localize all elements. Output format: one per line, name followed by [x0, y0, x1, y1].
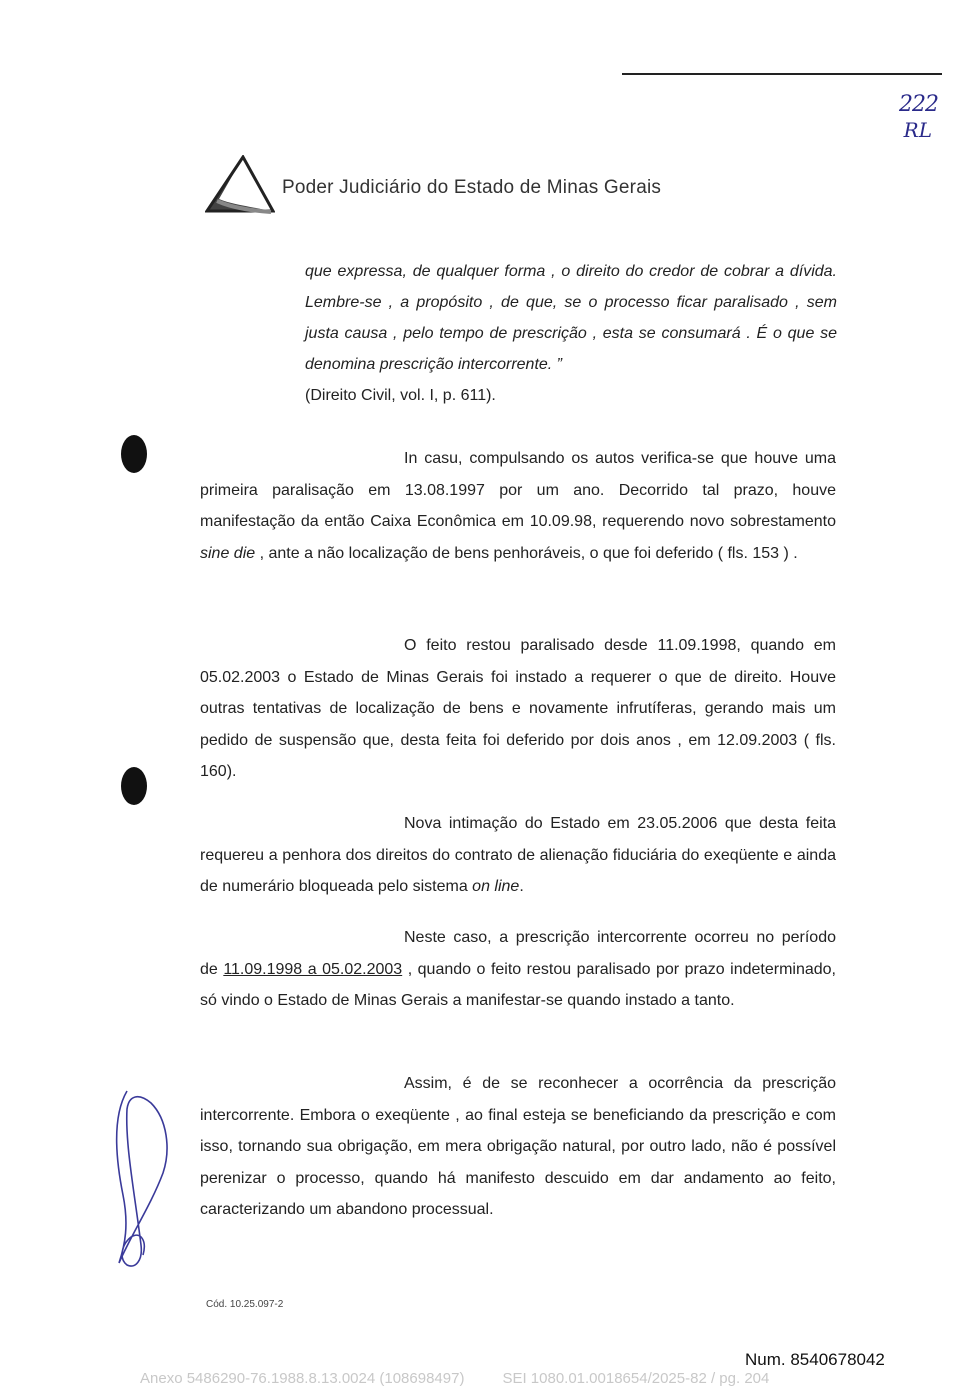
court-name: Poder Judiciário do Estado de Minas Gerais [282, 177, 662, 198]
paragraph-text: Neste caso, a prescrição intercorrente ocorreu no período de [200, 929, 836, 978]
document-number: Num. 8540678042 [745, 1350, 885, 1369]
paragraph-text: compulsando os autos verifica-se que houve uma primeira paralisação em 13.08.1997 por um ano. Decorrido tal prazo, houve manifestação da então Caixa Econômica em 10.09.98, requerendo novo sobrestamento [200, 450, 836, 530]
paragraph-prescription-period [200, 922, 836, 1017]
paragraph-italic: on line [472, 878, 520, 895]
handwritten-initials: RL [903, 118, 932, 142]
quote-reference: (Direito Civil, vol. I, p. 611). [305, 387, 496, 404]
paragraph-text: . [519, 878, 524, 895]
paragraph-first-stoppage [200, 443, 836, 569]
punch-hole-icon [118, 765, 150, 807]
paragraph-lead: In casu, [404, 450, 463, 467]
footer-process-page: SEI 1080.01.0018654/2025-82 / pg. 204 [502, 1370, 770, 1387]
underlined-period: 11.09.1998 a 05.02.2003 [223, 960, 403, 978]
punch-hole-icon [118, 433, 150, 475]
footer-stamp [140, 1370, 769, 1387]
form-code: Cód. 10.25.097-2 [206, 1299, 284, 1310]
paragraph-conclusion [200, 1068, 836, 1226]
quote-text: que expressa, de qualquer forma , o direito do credor de cobrar a dívida. Lembre-se , a propósito , de que, se o processo ficar paralisado , sem justa causa , pelo tempo de prescrição , esta se consumará . É o que se denomina prescrição intercorrente. ” [305, 263, 837, 373]
court-logo-icon [205, 155, 275, 215]
top-rule [622, 73, 942, 75]
footer-attachment-id: Anexo 5486290-76.1988.8.13.0024 (108698497) [140, 1370, 465, 1387]
paragraph-text: , ante a não localização de bens penhoráveis, o que foi deferido ( fls. 153 ) . [255, 544, 798, 562]
paragraph-new-summons [200, 808, 836, 903]
paragraph-italic: sine die [200, 544, 256, 562]
signature-icon [105, 1085, 195, 1275]
handwritten-page-number-text: 222 [899, 92, 938, 117]
paragraph-text: O feito restou paralisado desde 11.09.1998, quando em 05.02.2003 o Estado de Minas Gerais foi instado a requerer o que de direito. Houve outras tentativas de localização de bens e novamente infrutíferas, gerando mais um pedido de suspensão que, desta feita foi deferido por dois anos , em 12.09.2003 ( fls. 160). [200, 637, 836, 780]
quoted-citation [305, 256, 837, 411]
paragraph-stoppage-history [200, 630, 836, 788]
paragraph-text: Nova intimação do Estado em 23.05.2006 que desta feita requereu a penhora dos direitos do contrato de alienação fiduciária do exeqüente e ainda de numerário bloqueada pelo sistema [200, 815, 836, 895]
handwritten-page-number [880, 92, 940, 152]
paragraph-text: , quando o feito restou paralisado por prazo indeterminado, só vindo o Estado de Minas Gerais a manifestar-se quando instado a tanto. [200, 960, 836, 1009]
paragraph-text: Assim, é de se reconhecer a ocorrência da prescrição intercorrente. Embora o exeqüente , ao final esteja se beneficiando da prescrição e com isso, tornando sua obrigação, em mera obrigação natural, por outro lado, não é possível perenizar o processo, quando há manifesto descuido em dar andamento ao feito, caracterizando um abandono processual. [200, 1075, 836, 1218]
